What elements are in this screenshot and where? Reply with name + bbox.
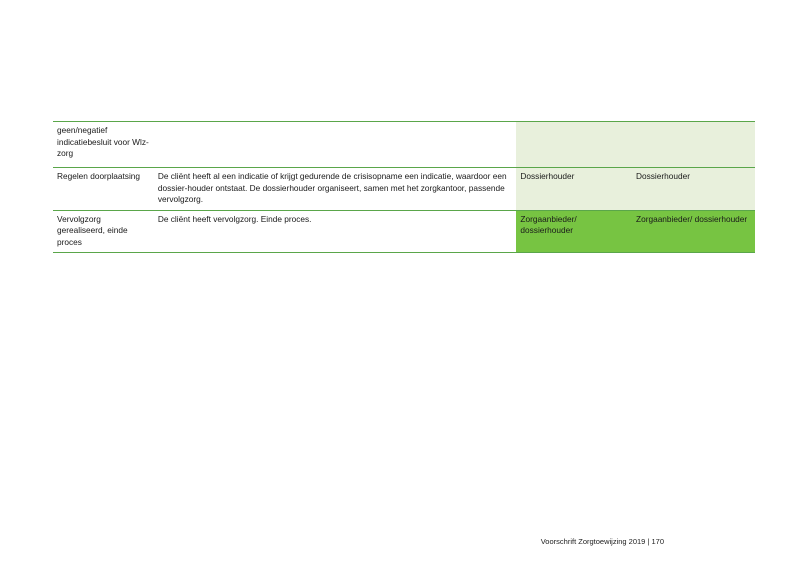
table-row: [53, 168, 755, 211]
step-cell: Vervolgzorg gerealiseerd, einde proces: [53, 210, 154, 253]
step-cell: geen/negatief indicatiebesluit voor Wlz-zorg: [53, 122, 154, 168]
description-cell: De cliënt heeft al een indicatie of krijgt gedurende de crisisopname een indicatie, waardoor een dossier-houder ontstaat. De dossierhouder organiseert, samen met het zorgkantoor, passende vervolgzorg.: [154, 168, 517, 211]
description-cell: [154, 122, 517, 168]
table-row: [53, 122, 755, 168]
description-cell: De cliënt heeft vervolgzorg. Einde proces.: [154, 210, 517, 253]
process-table: [53, 121, 755, 253]
table-row: [53, 210, 755, 253]
responsible-cell-1: Dossierhouder: [516, 168, 632, 211]
responsible-cell-1: [516, 122, 632, 168]
page-footer: Voorschrift Zorgtoewijzing 2019 | 170: [540, 537, 664, 546]
responsible-cell-2: Dossierhouder: [632, 168, 755, 211]
step-cell: Regelen doorplaatsing: [53, 168, 154, 211]
responsible-cell-1: Zorgaanbieder/ dossierhouder: [516, 210, 632, 253]
responsible-cell-2: [632, 122, 755, 168]
responsible-cell-2: Zorgaanbieder/ dossierhouder: [632, 210, 755, 253]
